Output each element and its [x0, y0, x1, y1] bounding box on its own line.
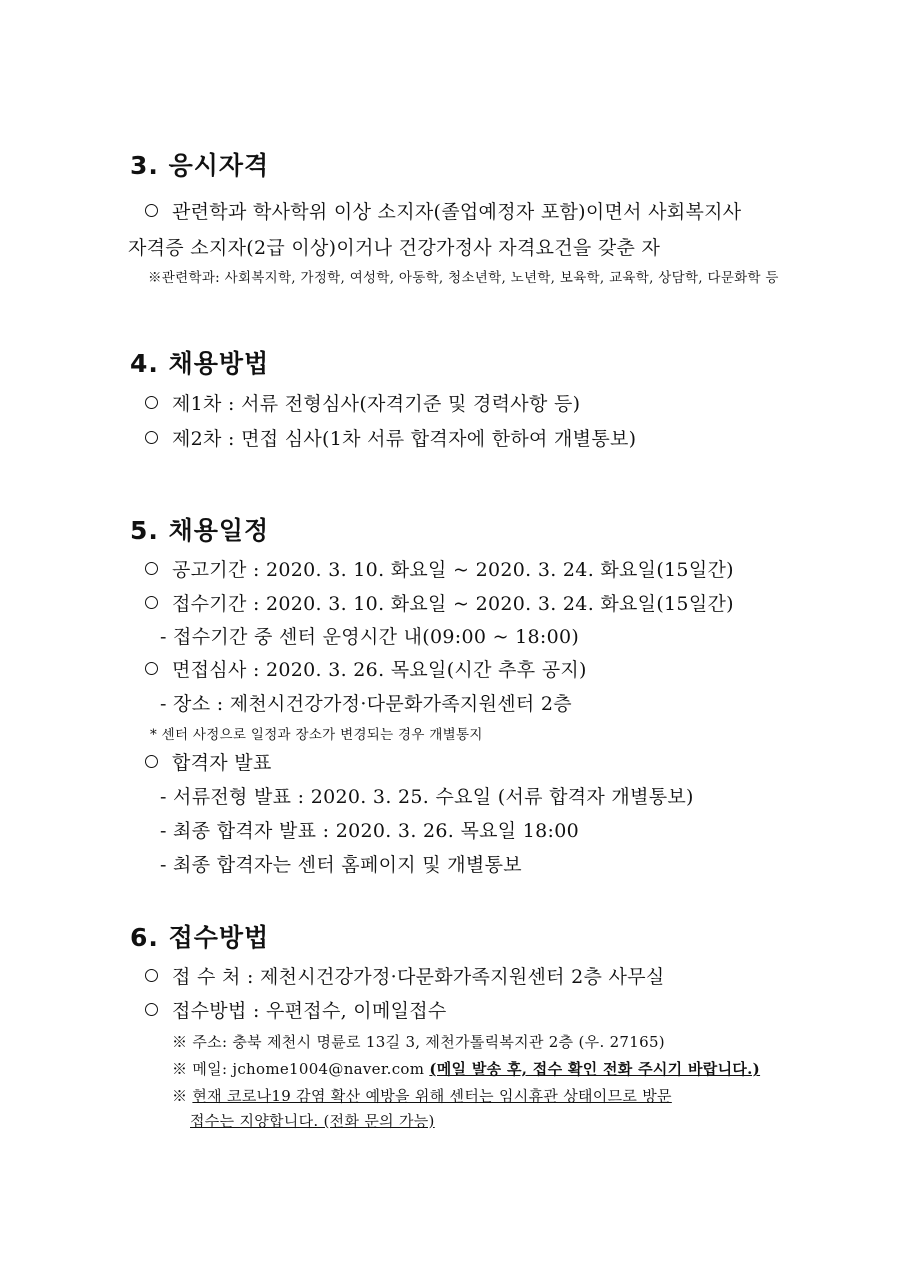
section-6-title: 6. 접수방법 — [130, 923, 270, 952]
section-6-address: ※ 주소: 충북 제천시 명륜로 13길 3, 제천가톨릭복지관 2층 (우. 27165) — [172, 1033, 665, 1051]
section-5-item-3: 면접심사 : 2020. 3. 26. 목요일(시간 추후 공지) — [145, 655, 587, 682]
section-5-item-2-sub: - 접수기간 중 센터 운영시간 내(09:00 ~ 18:00) — [160, 626, 580, 648]
section-6-email: ※ 메일: jchome1004@naver.com (메일 발송 후, 접수 확인 전화 주시기 바랍니다.) — [172, 1060, 761, 1078]
section-5-item-1: 공고기간 : 2020. 3. 10. 화요일 ~ 2020. 3. 24. 화요일(15일간) — [145, 555, 734, 582]
section-5-item-2: 접수기간 : 2020. 3. 10. 화요일 ~ 2020. 3. 24. 화요일(15일간) — [145, 589, 734, 616]
circle-bullet-icon — [145, 431, 158, 444]
section-4-item-1: 제1차 : 서류 전형심사(자격기준 및 경력사항 등) — [145, 389, 580, 416]
section-3-line-1: 관련학과 학사학위 이상 소지자(졸업예정자 포함)이면서 사회복지사 — [145, 197, 741, 224]
circle-bullet-icon — [145, 1003, 158, 1016]
section-3-title: 3. 응시자격 — [130, 151, 270, 180]
section-5-item-4: 합격자 발표 — [145, 748, 272, 775]
section-6-item-1: 접 수 처 : 제천시건강가정·다문화가족지원센터 2층 사무실 — [145, 962, 665, 989]
section-5-item-3-sub: - 장소 : 제천시건강가정·다문화가족지원센터 2층 — [160, 693, 572, 715]
section-5-title: 5. 채용일정 — [130, 516, 270, 545]
circle-bullet-icon — [145, 662, 158, 675]
email-notice: (메일 발송 후, 접수 확인 전화 주시기 바랍니다.) — [429, 1060, 761, 1078]
circle-bullet-icon — [145, 969, 158, 982]
section-3-note: ※관련학과: 사회복지학, 가정학, 여성학, 아동학, 청소년학, 노년학, 보육학, 교육학, 상담학, 다문화학 등 — [148, 270, 779, 286]
section-6-covid-line-2: 접수는 지양합니다. (전화 문의 가능) — [190, 1112, 435, 1130]
section-6-covid-line-1: ※ 현재 코로나19 감염 확산 예방을 위해 센터는 임시휴관 상태이므로 방문 — [172, 1087, 672, 1105]
section-5-item-3-note: * 센터 사정으로 일정과 장소가 변경되는 경우 개별통지 — [150, 727, 483, 743]
circle-bullet-icon — [145, 755, 158, 768]
circle-bullet-icon — [145, 562, 158, 575]
section-4-item-2: 제2차 : 면접 심사(1차 서류 합격자에 한하여 개별통보) — [145, 424, 636, 451]
section-5-item-4-sub-1: - 서류전형 발표 : 2020. 3. 25. 수요일 (서류 합격자 개별통보) — [160, 786, 694, 808]
section-4-title: 4. 채용방법 — [130, 349, 270, 378]
circle-bullet-icon — [145, 204, 158, 217]
section-5-item-4-sub-3: - 최종 합격자는 센터 홈페이지 및 개별통보 — [160, 854, 522, 876]
section-3-line-2: 자격증 소지자(2급 이상)이거나 건강가정사 자격요건을 갖춘 자 — [128, 237, 661, 259]
section-5-item-4-sub-2: - 최종 합격자 발표 : 2020. 3. 26. 목요일 18:00 — [160, 820, 580, 842]
circle-bullet-icon — [145, 396, 158, 409]
circle-bullet-icon — [145, 596, 158, 609]
section-6-item-2: 접수방법 : 우편접수, 이메일접수 — [145, 996, 447, 1023]
